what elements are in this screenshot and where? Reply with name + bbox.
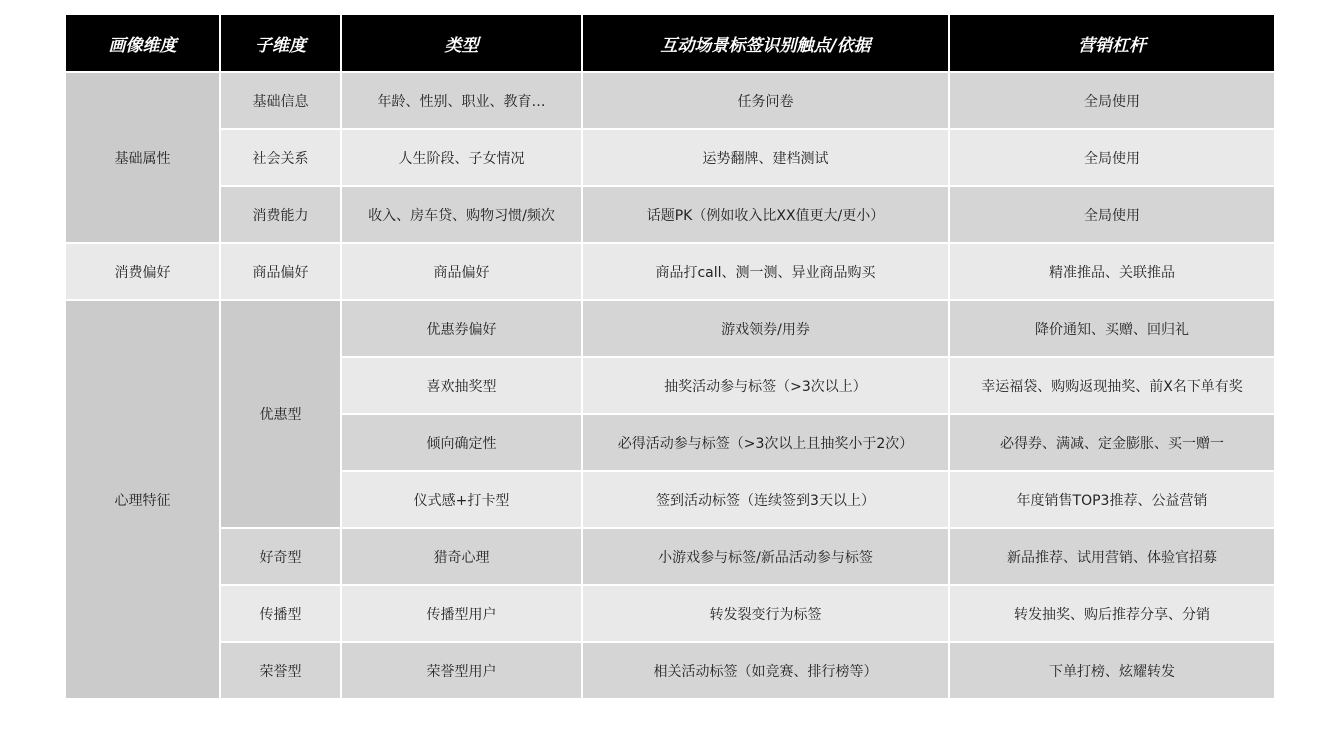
lever-cell: 降价通知、买赠、回归礼 bbox=[949, 300, 1275, 357]
type-cell: 仪式感+打卡型 bbox=[341, 471, 582, 528]
touch-cell: 抽奖活动参与标签（>3次以上） bbox=[582, 357, 949, 414]
table-row bbox=[65, 186, 1275, 243]
table-row bbox=[65, 129, 1275, 186]
lever-cell: 转发抽奖、购后推荐分享、分销 bbox=[949, 585, 1275, 642]
type-cell: 优惠券偏好 bbox=[341, 300, 582, 357]
table-row bbox=[65, 642, 1275, 699]
type-cell: 传播型用户 bbox=[341, 585, 582, 642]
lever-cell: 全局使用 bbox=[949, 72, 1275, 129]
lever-cell: 精准推品、关联推品 bbox=[949, 243, 1275, 300]
header-row bbox=[65, 14, 1275, 72]
sub-cell: 荣誉型 bbox=[220, 642, 341, 699]
header-type: 类型 bbox=[341, 14, 582, 72]
lever-cell: 新品推荐、试用营销、体验官招募 bbox=[949, 528, 1275, 585]
header-marketing-lever: 营销杠杆 bbox=[949, 14, 1275, 72]
sub-cell: 消费能力 bbox=[220, 186, 341, 243]
header-dimension: 画像维度 bbox=[65, 14, 220, 72]
table-row bbox=[65, 300, 1275, 357]
header-touchpoint: 互动场景标签识别触点/依据 bbox=[582, 14, 949, 72]
touch-cell: 游戏领券/用券 bbox=[582, 300, 949, 357]
type-cell: 年龄、性别、职业、教育… bbox=[341, 72, 582, 129]
group-cell-psych: 心理特征 bbox=[65, 300, 220, 699]
sub-cell: 商品偏好 bbox=[220, 243, 341, 300]
lever-cell: 全局使用 bbox=[949, 129, 1275, 186]
type-cell: 倾向确定性 bbox=[341, 414, 582, 471]
lever-cell: 全局使用 bbox=[949, 186, 1275, 243]
table-row bbox=[65, 243, 1275, 300]
type-cell: 猎奇心理 bbox=[341, 528, 582, 585]
type-cell: 商品偏好 bbox=[341, 243, 582, 300]
touch-cell: 必得活动参与标签（>3次以上且抽奖小于2次） bbox=[582, 414, 949, 471]
header-sub-dimension: 子维度 bbox=[220, 14, 341, 72]
lever-cell: 必得券、满减、定金膨胀、买一赠一 bbox=[949, 414, 1275, 471]
touch-cell: 话题PK（例如收入比XX值更大/更小） bbox=[582, 186, 949, 243]
touch-cell: 转发裂变行为标签 bbox=[582, 585, 949, 642]
table-row bbox=[65, 72, 1275, 129]
lever-cell: 幸运福袋、购购返现抽奖、前X名下单有奖 bbox=[949, 357, 1275, 414]
type-cell: 收入、房车贷、购物习惯/频次 bbox=[341, 186, 582, 243]
group-cell-consume: 消费偏好 bbox=[65, 243, 220, 300]
touch-cell: 小游戏参与标签/新品活动参与标签 bbox=[582, 528, 949, 585]
touch-cell: 任务问卷 bbox=[582, 72, 949, 129]
touch-cell: 签到活动标签（连续签到3天以上） bbox=[582, 471, 949, 528]
table-row bbox=[65, 528, 1275, 585]
sub-cell: 基础信息 bbox=[220, 72, 341, 129]
lever-cell: 下单打榜、炫耀转发 bbox=[949, 642, 1275, 699]
touch-cell: 运势翻牌、建档测试 bbox=[582, 129, 949, 186]
type-cell: 人生阶段、子女情况 bbox=[341, 129, 582, 186]
persona-table bbox=[64, 13, 1276, 700]
group-cell-basic: 基础属性 bbox=[65, 72, 220, 243]
type-cell: 喜欢抽奖型 bbox=[341, 357, 582, 414]
sub-cell: 社会关系 bbox=[220, 129, 341, 186]
touch-cell: 相关活动标签（如竞赛、排行榜等） bbox=[582, 642, 949, 699]
sub-cell: 传播型 bbox=[220, 585, 341, 642]
touch-cell: 商品打call、测一测、异业商品购买 bbox=[582, 243, 949, 300]
sub-cell: 好奇型 bbox=[220, 528, 341, 585]
table-row bbox=[65, 585, 1275, 642]
sub-cell-discount: 优惠型 bbox=[220, 300, 341, 528]
lever-cell: 年度销售TOP3推荐、公益营销 bbox=[949, 471, 1275, 528]
type-cell: 荣誉型用户 bbox=[341, 642, 582, 699]
